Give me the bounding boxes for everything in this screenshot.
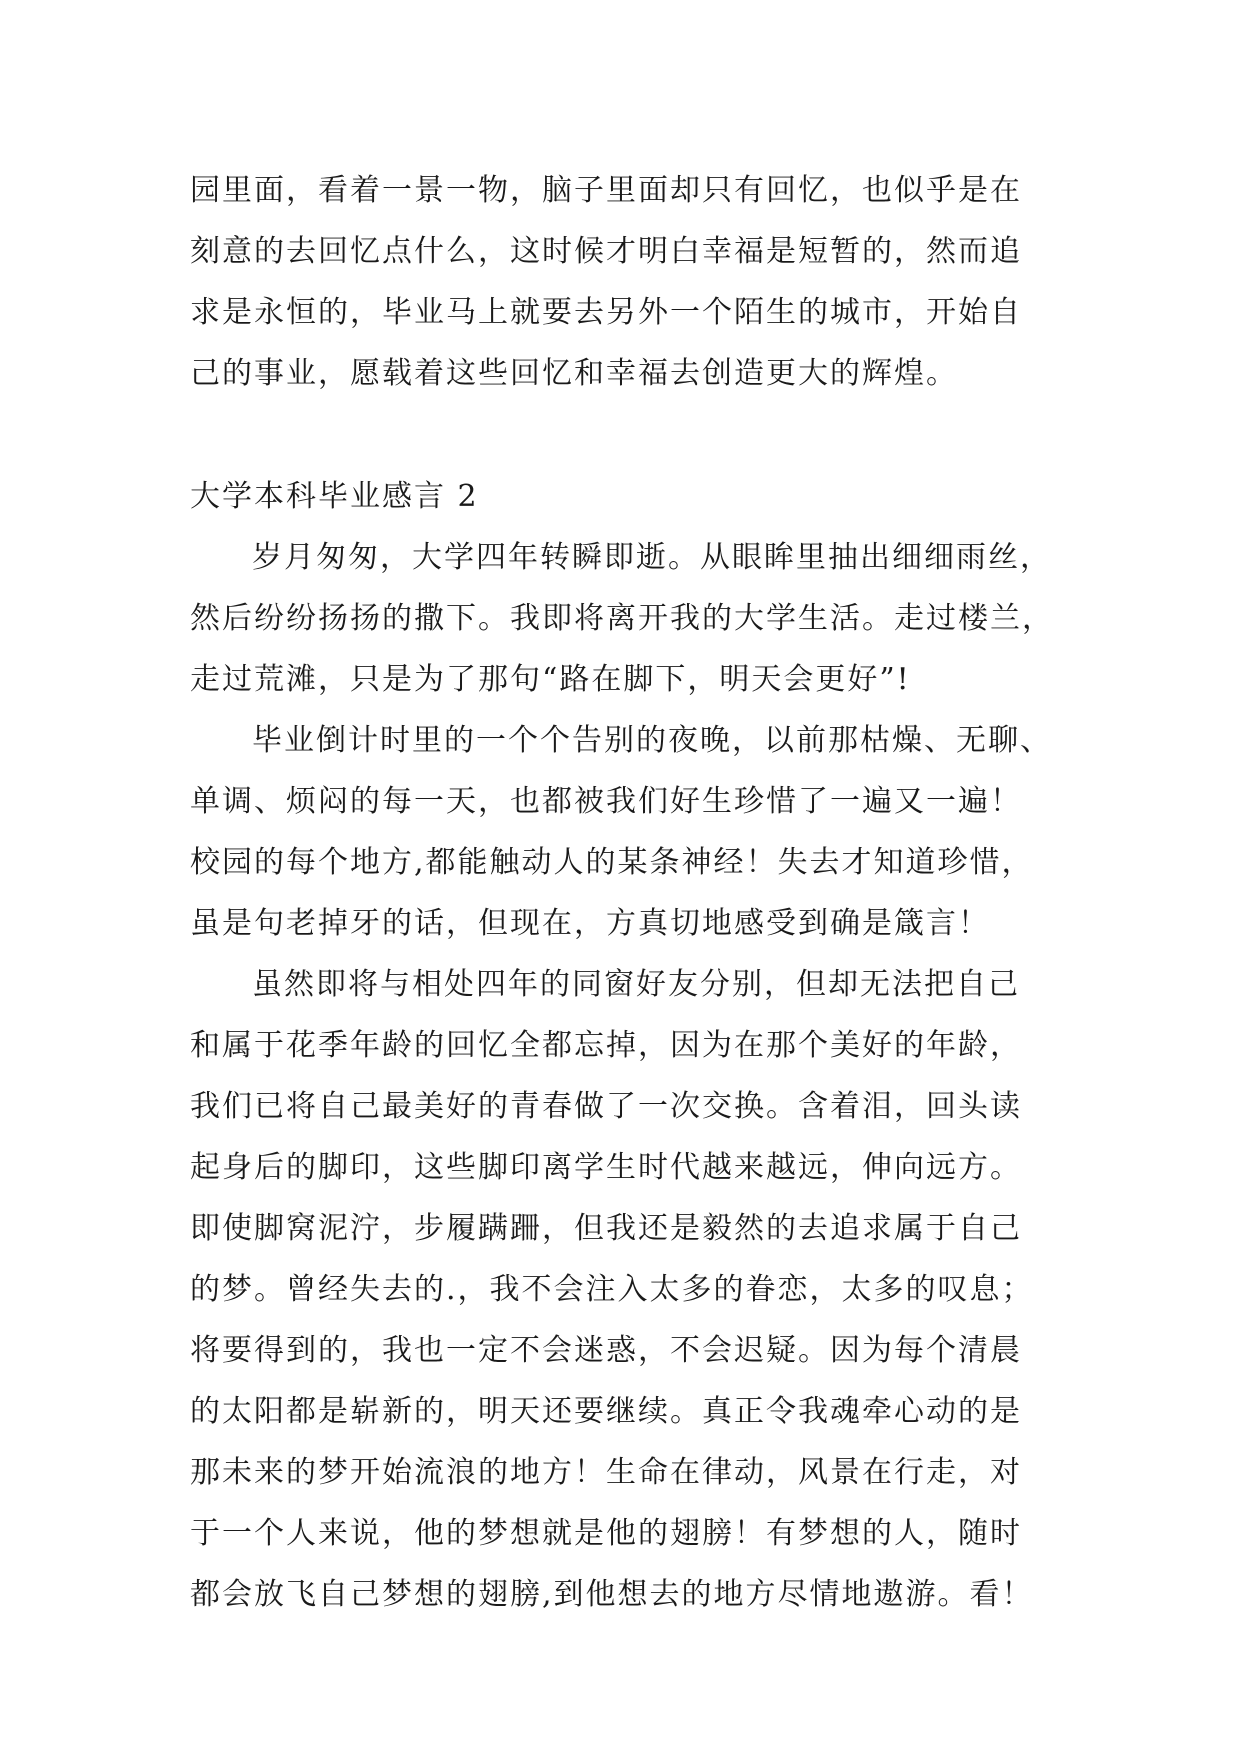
paragraph-1 (190, 527, 1070, 710)
text-line: 的太阳都是崭新的，明天还要继续。真正令我魂牵心动的是 (190, 1394, 1022, 1429)
paragraph-2 (190, 710, 1070, 954)
text-line: 己的事业，愿载着这些回忆和幸福去创造更大的辉煌。 (190, 356, 958, 391)
text-line: 的梦。曾经失去的.，我不会注入太多的眷恋，太多的叹息； (190, 1272, 1034, 1307)
paragraph-gap (190, 404, 1070, 466)
text-line: 单调、烦闷的每一天，也都被我们好生珍惜了一遍又一遍！ (190, 784, 1022, 819)
text-line: 求是永恒的，毕业马上就要去另外一个陌生的城市，开始自 (190, 295, 1022, 330)
text-line: 毕业倒计时里的一个个告别的夜晚，以前那枯燥、无聊、 (252, 723, 1052, 758)
text-line: 虽然即将与相处四年的同窗好友分别，但却无法把自己 (252, 967, 1020, 1002)
text-line: 校园的每个地方,都能触动人的某条神经！失去才知道珍惜， (190, 845, 1034, 880)
text-line: 岁月匆匆，大学四年转瞬即逝。从眼眸里抽出细细雨丝， (252, 540, 1052, 575)
text-line: 起身后的脚印，这些脚印离学生时代越来越远，伸向远方。 (190, 1150, 1022, 1185)
section-heading: 大学本科毕业感言 2 (190, 479, 479, 514)
text-line: 走过荒滩，只是为了那句“路在脚下，明天会更好”! (190, 662, 911, 697)
text-line: 都会放飞自己梦想的翅膀,到他想去的地方尽情地遨游。看！ (190, 1577, 1034, 1612)
text-line: 那未来的梦开始流浪的地方！生命在律动，风景在行走，对 (190, 1455, 1022, 1490)
text-line: 园里面，看着一景一物，脑子里面却只有回忆，也似乎是在 (190, 173, 1022, 208)
text-line: 虽是句老掉牙的话，但现在，方真切地感受到确是箴言！ (190, 906, 990, 941)
paragraph-3 (190, 954, 1070, 1625)
text-line: 和属于花季年龄的回忆全都忘掉，因为在那个美好的年龄， (190, 1028, 1022, 1063)
text-line: 将要得到的，我也一定不会迷惑，不会迟疑。因为每个清晨 (190, 1333, 1022, 1368)
text-line: 于一个人来说，他的梦想就是他的翅膀！有梦想的人，随时 (190, 1516, 1022, 1551)
text-line: 我们已将自己最美好的青春做了一次交换。含着泪，回头读 (190, 1089, 1022, 1124)
intro-paragraph (190, 160, 1070, 404)
text-line: 刻意的去回忆点什么，这时候才明白幸福是短暂的，然而追 (190, 234, 1022, 269)
text-line: 即使脚窝泥泞，步履蹒跚，但我还是毅然的去追求属于自己 (190, 1211, 1022, 1246)
document-page (190, 160, 1070, 1625)
text-line: 然后纷纷扬扬的撒下。我即将离开我的大学生活。走过楼兰， (190, 601, 1054, 636)
